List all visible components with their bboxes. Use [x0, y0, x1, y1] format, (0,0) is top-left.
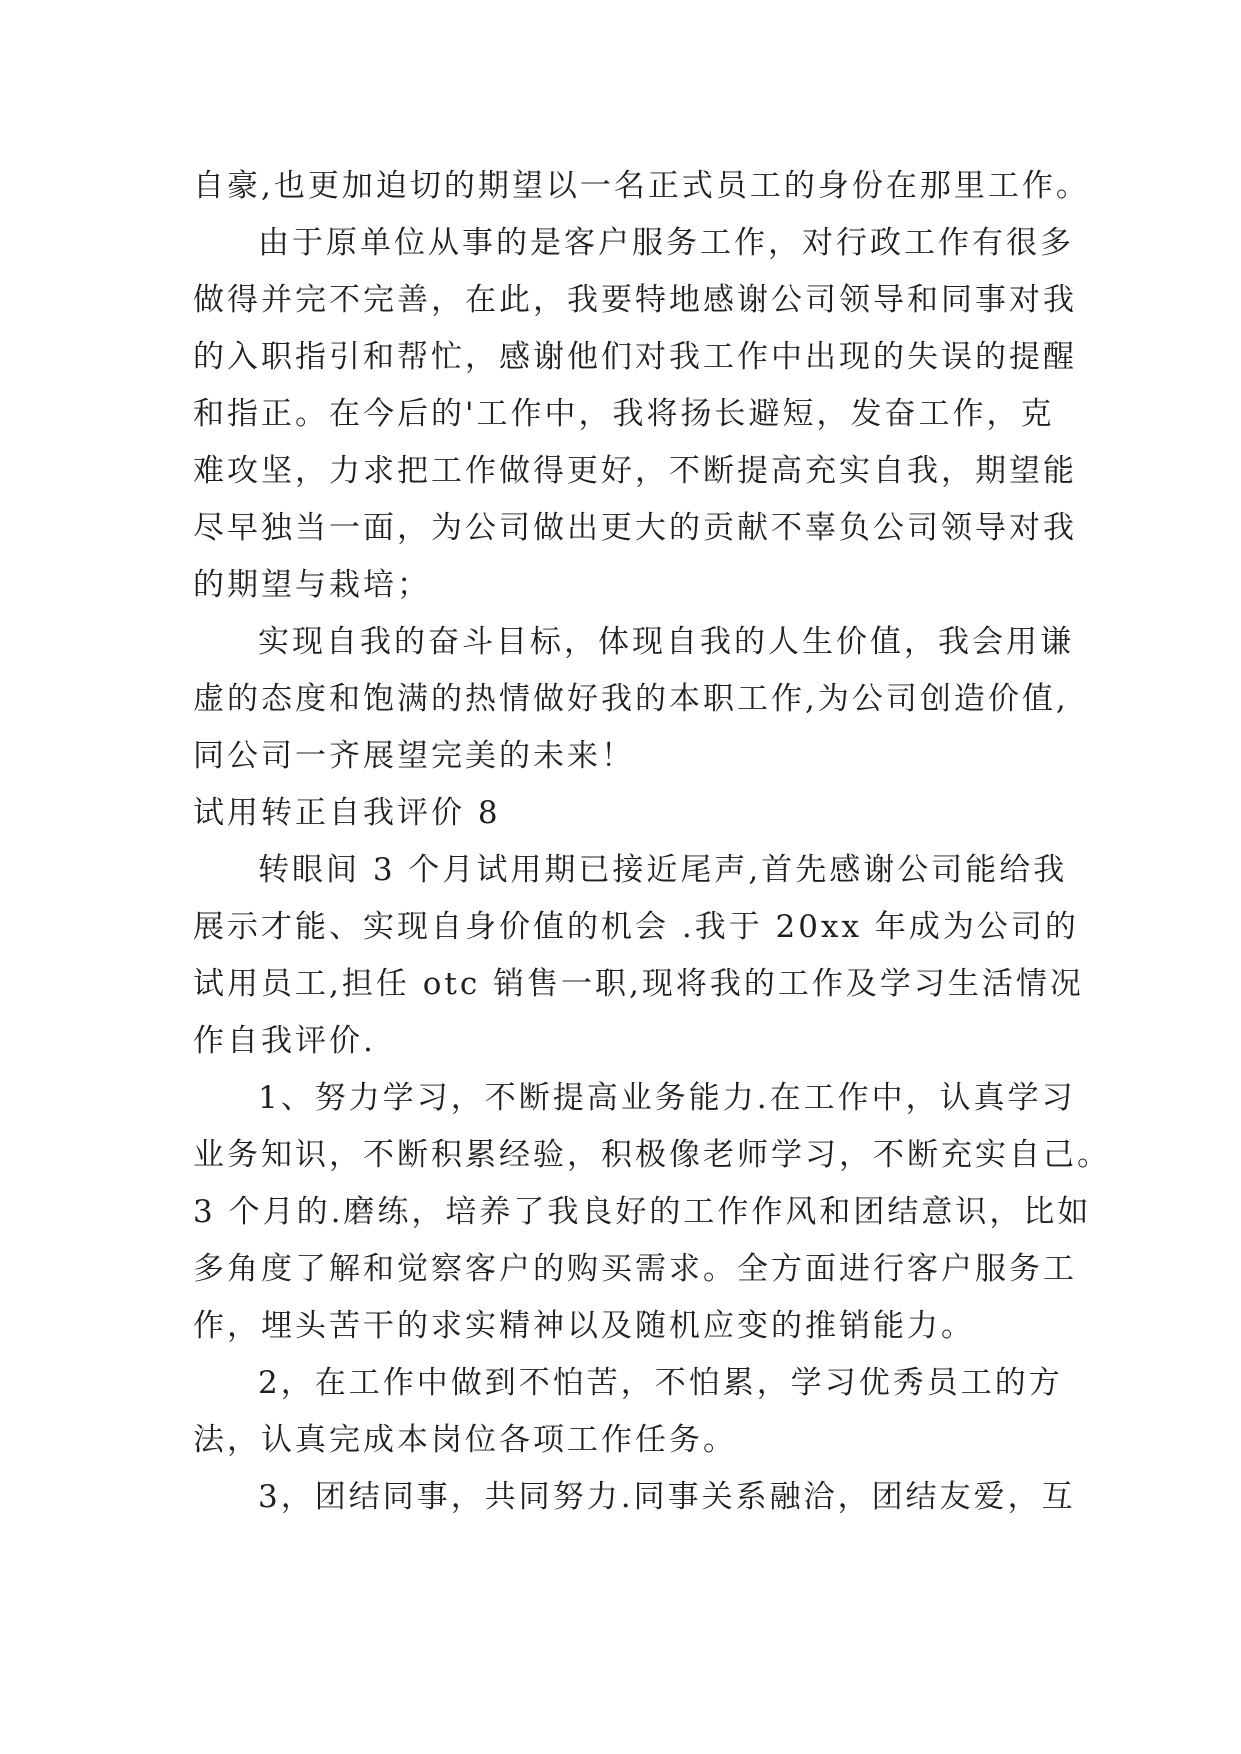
paragraph-first-line: 2，在工作中做到不怕苦，不怕累，学习优秀员工的方 [258, 1365, 1063, 1401]
paragraph-first-line: 转眼间 3 个月试用期已接近尾声,首先感谢公司能给我 [258, 852, 1068, 888]
paragraph-first-line: 1、努力学习，不断提高业务能力.在工作中，认真学习 [258, 1080, 1076, 1116]
text-line: 的入职指引和帮忙，感谢他们对我工作中出现的失误的提醒 [193, 339, 1077, 375]
text-line: 法，认真完成本岗位各项工作任务。 [193, 1422, 737, 1458]
text-line: 做得并完不完善，在此，我要特地感谢公司领导和同事对我 [193, 282, 1077, 318]
text-line: 作自我评价. [193, 1023, 376, 1059]
paragraph-first-line: 由于原单位从事的是客户服务工作，对行政工作有很多 [258, 225, 1074, 261]
text-line: 作，埋头苦干的求实精神以及随机应变的推销能力。 [193, 1308, 975, 1344]
text-line: 3 个月的.磨练，培养了我良好的工作作风和团结意识，比如 [193, 1194, 1092, 1230]
text-line: 难攻坚，力求把工作做得更好，不断提高充实自我，期望能 [193, 453, 1077, 489]
text-line: 试用员工,担任 otc 销售一职,现将我的工作及学习生活情况 [193, 966, 1084, 1002]
text-line: 多角度了解和觉察客户的购买需求。全方面进行客户服务工 [193, 1251, 1077, 1287]
text-line: 同公司一齐展望完美的未来！ [193, 738, 635, 774]
text-line: 展示才能、实现自身价值的机会 .我于 20xx 年成为公司的 [193, 909, 1079, 945]
text-line: 尽早独当一面，为公司做出更大的贡献不辜负公司领导对我 [193, 510, 1077, 546]
text-line: 虚的态度和饱满的热情做好我的本职工作,为公司创造价值, [193, 681, 1069, 717]
text-line: 自豪,也更加迫切的期望以一名正式员工的身份在那里工作。 [193, 168, 1090, 204]
text-line: 业务知识，不断积累经验，积极像老师学习，不断充实自己。 [193, 1137, 1111, 1173]
paragraph-first-line: 实现自我的奋斗目标，体现自我的人生价值，我会用谦 [258, 624, 1074, 660]
section-heading: 试用转正自我评价 8 [193, 795, 501, 831]
paragraph-first-line: 3，团结同事，共同努力.同事关系融洽，团结友爱，互 [258, 1479, 1076, 1515]
text-line: 和指正。在今后的'工作中，我将扬长避短，发奋工作，克 [193, 396, 1055, 432]
text-line: 的期望与栽培； [193, 567, 431, 603]
